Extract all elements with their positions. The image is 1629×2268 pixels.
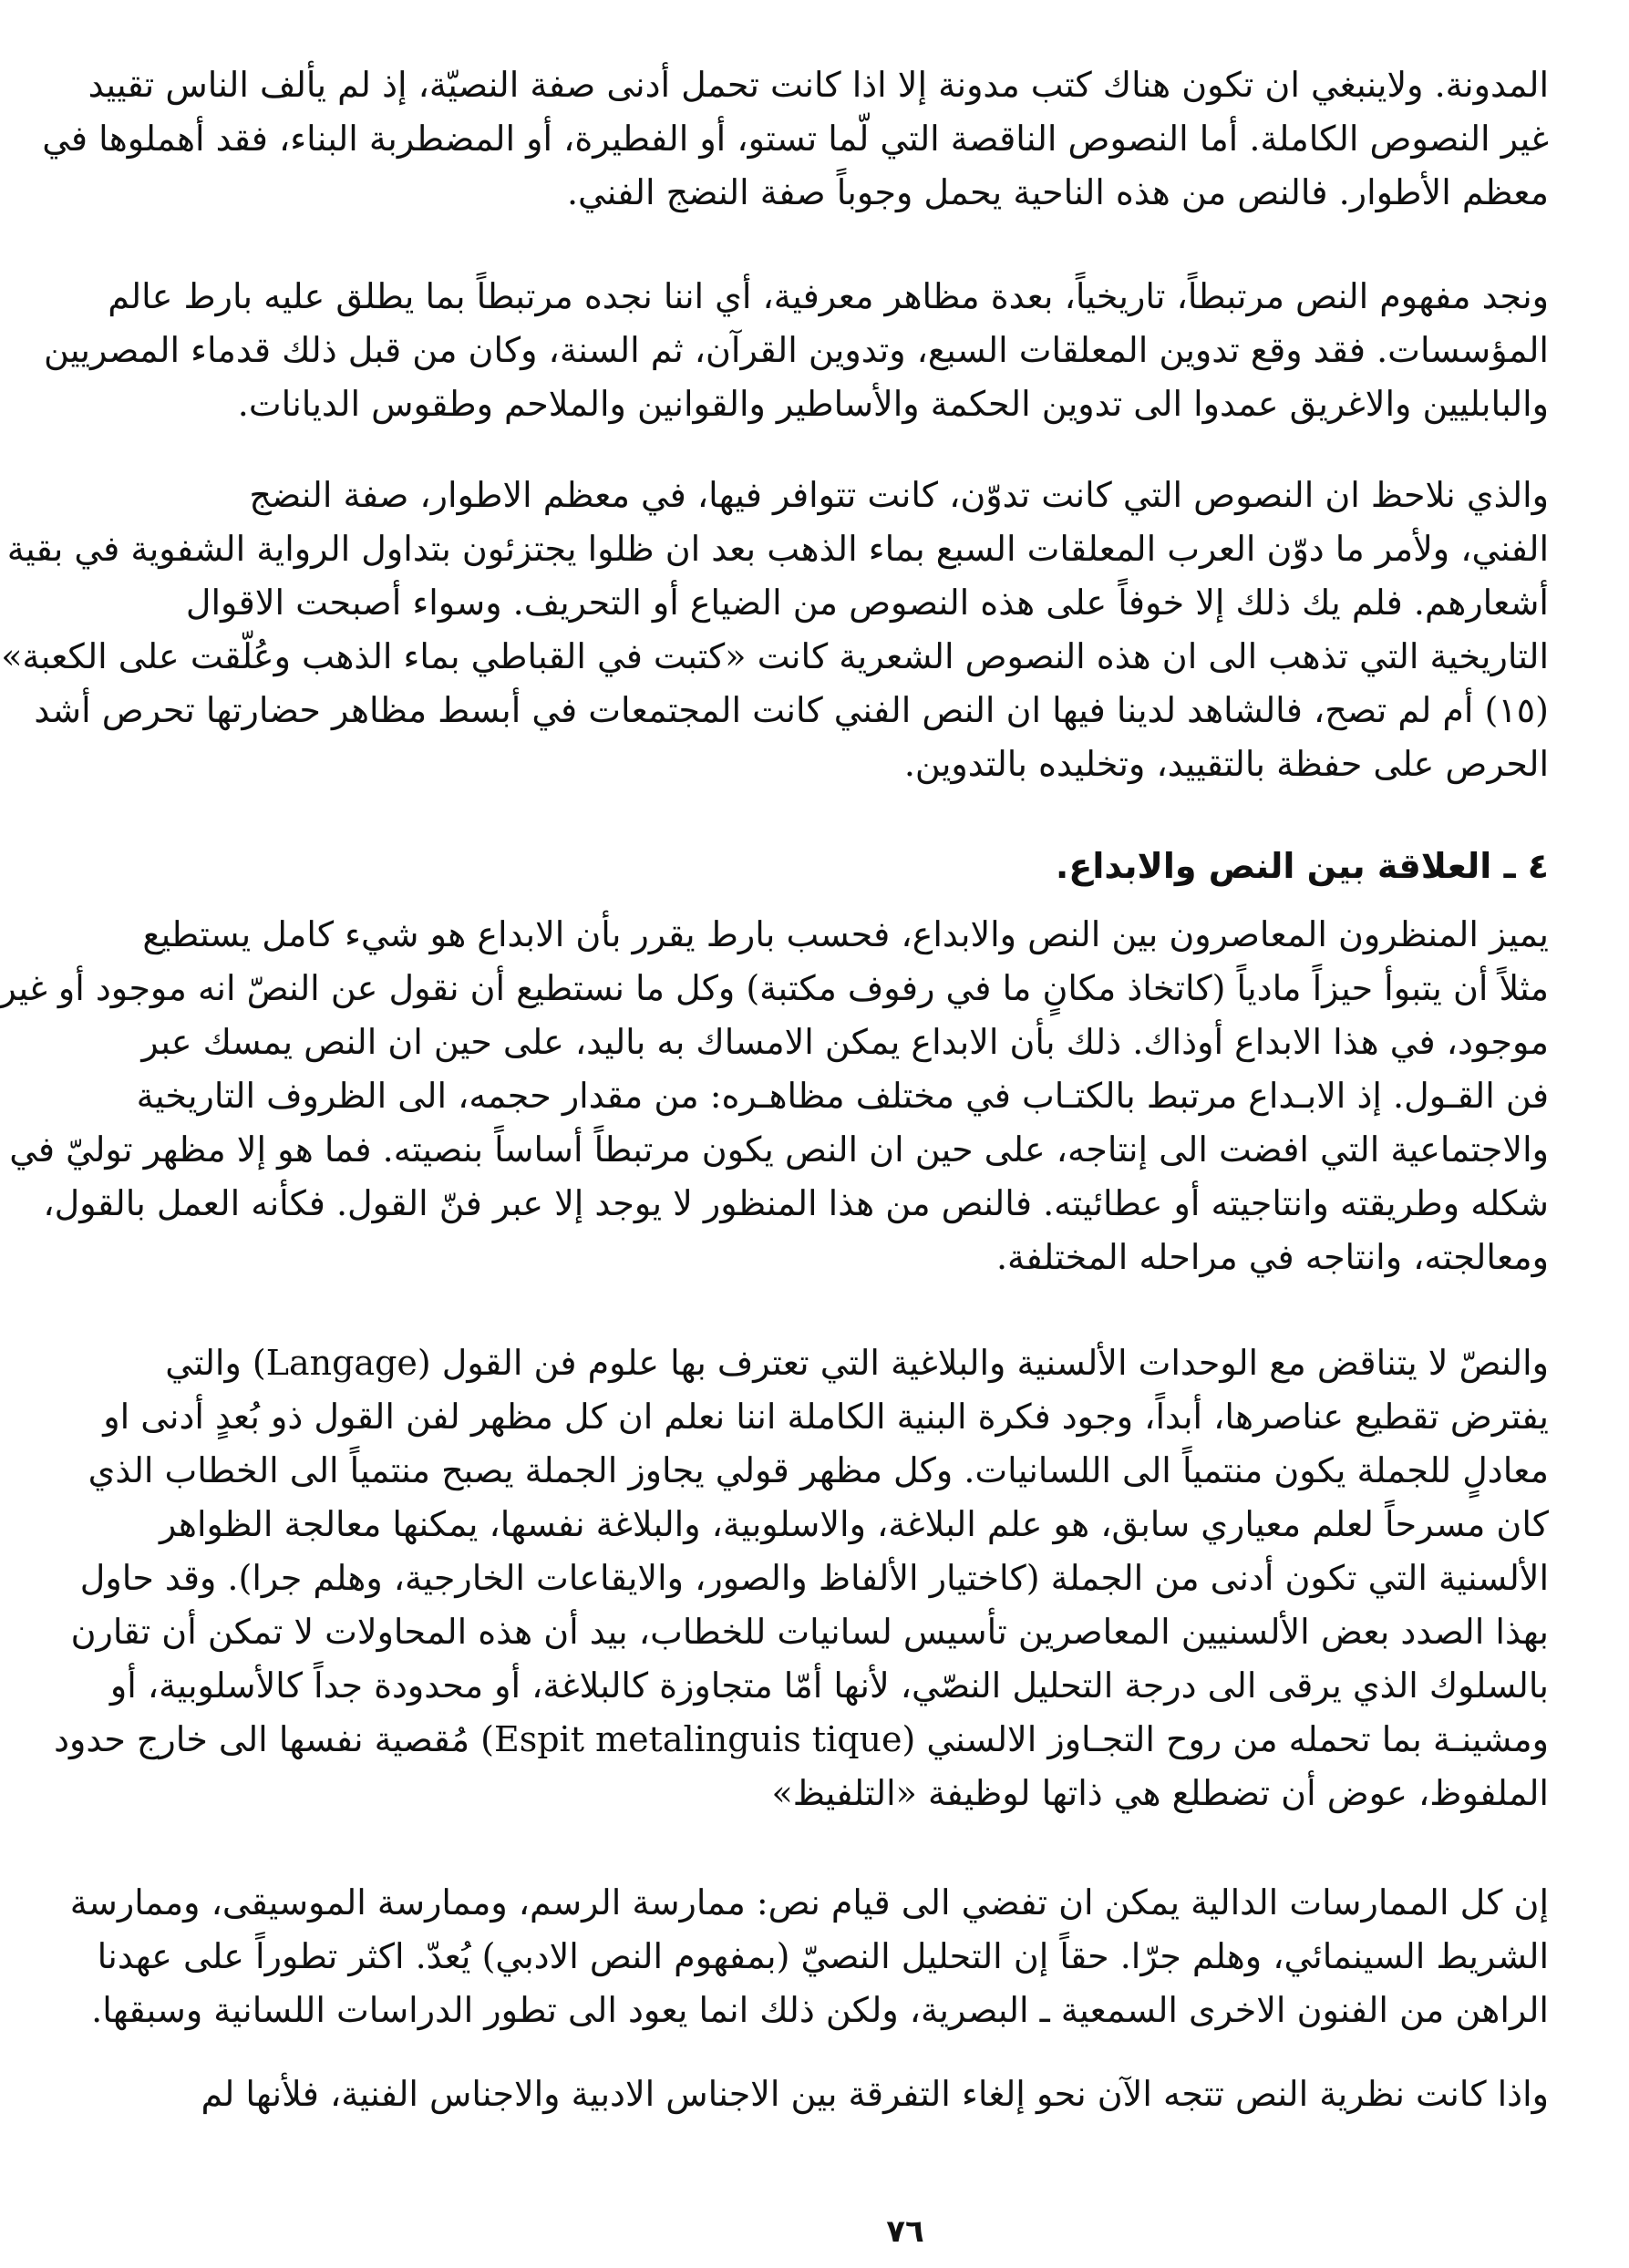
- text-line: بالسلوك الذي يرقى الى درجة التحليل النصّي، لأنها أمّا متجاوزة كالبلاغة، أو محدودة جداً كالأسلوبية، أو: [109, 1665, 1549, 1706]
- text-line: المدونة. ولاينبغي ان تكون هناك كتب مدونة إلا اذا كانت تحمل أدنى صفة النصيّة، إذ لم يألف الناس تقييد: [88, 65, 1549, 105]
- text-line: المؤسسات. فقد وقع تدوين المعلقات السبع، وتدوين القرآن، ثم السنة، وكان من قبل ذلك قدماء المصريين: [44, 330, 1549, 370]
- text-line: معادلٍ للجملة يكون منتمياً الى اللسانيات. وكل مظهر قولي يجاوز الجملة يصبح منتمياً الى الخطاب الذي: [88, 1450, 1549, 1490]
- text-line: إن كل الممارسات الدالية يمكن ان تفضي الى قيام نص: ممارسة الرسم، وممارسة الموسيقى، وممارسة: [69, 1882, 1549, 1923]
- section-heading: ٤ ـ العلاقة بين النص والابداع.: [1055, 846, 1549, 886]
- text-line: والذي نلاحظ ان النصوص التي كانت تدوّن، كانت تتوافر فيها، في معظم الاطوار، صفة النضج: [249, 475, 1549, 515]
- text-line: الملفوظ، عوض أن تضطلع هي ذاتها لوظيفة «التلفيظ»: [771, 1773, 1549, 1813]
- text-line: والنصّ لا يتناقض مع الوحدات الألسنية والبلاغية التي تعترف بها علوم فن القول (Langage) والتي: [165, 1343, 1549, 1383]
- text-line: كان مسرحاً لعلم معياري سابق، هو علم البلاغة، والاسلوبية، والبلاغة نفسها، يمكنها معالجة الظواهر: [159, 1504, 1549, 1544]
- text-line: الفني، ولأمر ما دوّن العرب المعلقات السبع بماء الذهب بعد ان ظلوا يجتزئون بتداول الرواية الشفوية في بقية: [6, 529, 1549, 569]
- text-line: والاجتماعية التي افضت الى إنتاجه، على حين ان النص يكون مرتبطاً أساساً بنصيته. فما هو إلا مظهر توليّ في: [9, 1129, 1549, 1170]
- text-line: الحرص على حفظة بالتقييد، وتخليده بالتدوين.: [903, 744, 1549, 784]
- paragraph-6: [69, 1876, 1549, 2037]
- text-line: ومعالجته، وانتاجه في مراحله المختلفة.: [995, 1237, 1549, 1277]
- paragraph-3: [1, 469, 1549, 791]
- paragraph-2: [44, 270, 1549, 431]
- text-line: ونجد مفهوم النص مرتبطاً، تاريخياً، بعدة مظاهر معرفية، أي اننا نجده مرتبطاً بما يطلق عليه بارط عالم: [108, 276, 1549, 316]
- page-number: ٧٦: [886, 2213, 924, 2250]
- text-line: الألسنية التي تكون أدنى من الجملة (كاختيار الألفاظ والصور، والايقاعات الخارجية، وهلم جرا). وقد حاول: [79, 1558, 1549, 1598]
- text-line: والبابليين والاغريق عمدوا الى تدوين الحكمة والأساطير والقوانين والملاحم وطقوس الديانات.: [237, 384, 1549, 424]
- text-line: التاريخية التي تذهب الى ان هذه النصوص الشعرية كانت «كتبت في القباطي بماء الذهب وعُلّقت على الكعبة»: [1, 636, 1549, 676]
- text-line: ومشينـة بما تحمله من روح التجـاوز الالسني (Espit metalinguis tique) مُقصية نفسها الى خارج حدود: [54, 1719, 1549, 1759]
- paragraph-5: [54, 1336, 1549, 1820]
- paragraph-4: [0, 908, 1549, 1284]
- text-line: موجود، في هذا الابداع أوذاك. ذلك بأن الابداع يمكن الامساك به باليد، على حين ان النص يمسك عبر: [141, 1022, 1549, 1062]
- text-line: يفترض تقطيع عناصرها، أبداً، وجود فكرة البنية الكاملة اننا نعلم ان كل مظهر لفن القول ذو بُعدٍ أدنى او: [103, 1397, 1549, 1437]
- text-line: شكله وطريقته وانتاجيته أو عطائيته. فالنص من هذا المنظور لا يوجد إلا عبر فنّ القول. فكأنه العمل بالقول،: [43, 1183, 1549, 1223]
- text-line: بهذا الصدد بعض الألسنيين المعاصرين تأسيس لسانيات للخطاب، بيد أن هذه المحاولات لا تمكن أن تقارن: [70, 1612, 1549, 1652]
- text-line: غير النصوص الكاملة. أما النصوص الناقصة التي لّما تستو، أو الفطيرة، أو المضطربة البناء، فقد أهملوها في: [42, 119, 1549, 159]
- text-line: يميز المنظرون المعاصرون بين النص والابداع، فحسب بارط يقرر بأن الابداع هو شيء كامل يستطيع: [142, 914, 1549, 954]
- text-line: الشريط السينمائي، وهلم جرّا. حقاً إن التحليل النصيّ (بمفهوم النص الادبي) يُعدّ. اكثر تطوراً على عهدنا: [97, 1936, 1549, 1976]
- paragraph-1: [42, 58, 1549, 220]
- paragraph-7: [201, 2067, 1549, 2121]
- text-line: معظم الأطوار. فالنص من هذه الناحية يحمل وجوباً صفة النضج الفني.: [566, 172, 1549, 212]
- text-line: فن القـول. إذ الابـداع مرتبط بالكتـاب في مختلف مظاهـره: من مقدار حجمه، الى الظروف التاريخية: [136, 1076, 1549, 1116]
- text-line: واذا كانت نظرية النص تتجه الآن نحو إلغاء التفرقة بين الاجناس الادبية والاجناس الفنية، فلأنها لم: [201, 2074, 1549, 2114]
- section-heading-block: [256, 839, 1549, 893]
- text-line: الراهن من الفنون الاخرى السمعية ـ البصرية، ولكن ذلك انما يعود الى تطور الدراسات اللسانية وسبقها.: [91, 1990, 1549, 2030]
- text-line: (١٥) أم لم تصح، فالشاهد لدينا فيها ان النص الفني كانت المجتمعات في أبسط مظاهر حضارتها تحرص أشد: [34, 690, 1549, 730]
- text-line: أشعارهم. فلم يك ذلك إلا خوفاً على هذه النصوص من الضياع أو التحريف. وسواء أصبحت الاقوال: [185, 582, 1549, 623]
- text-line: مثلاً أن يتبوأ حيزاً مادياً (كاتخاذ مكانٍ ما في رفوف مكتبة) وكل ما نستطيع أن نقول عن النصّ انه موجود أو غير: [0, 968, 1549, 1008]
